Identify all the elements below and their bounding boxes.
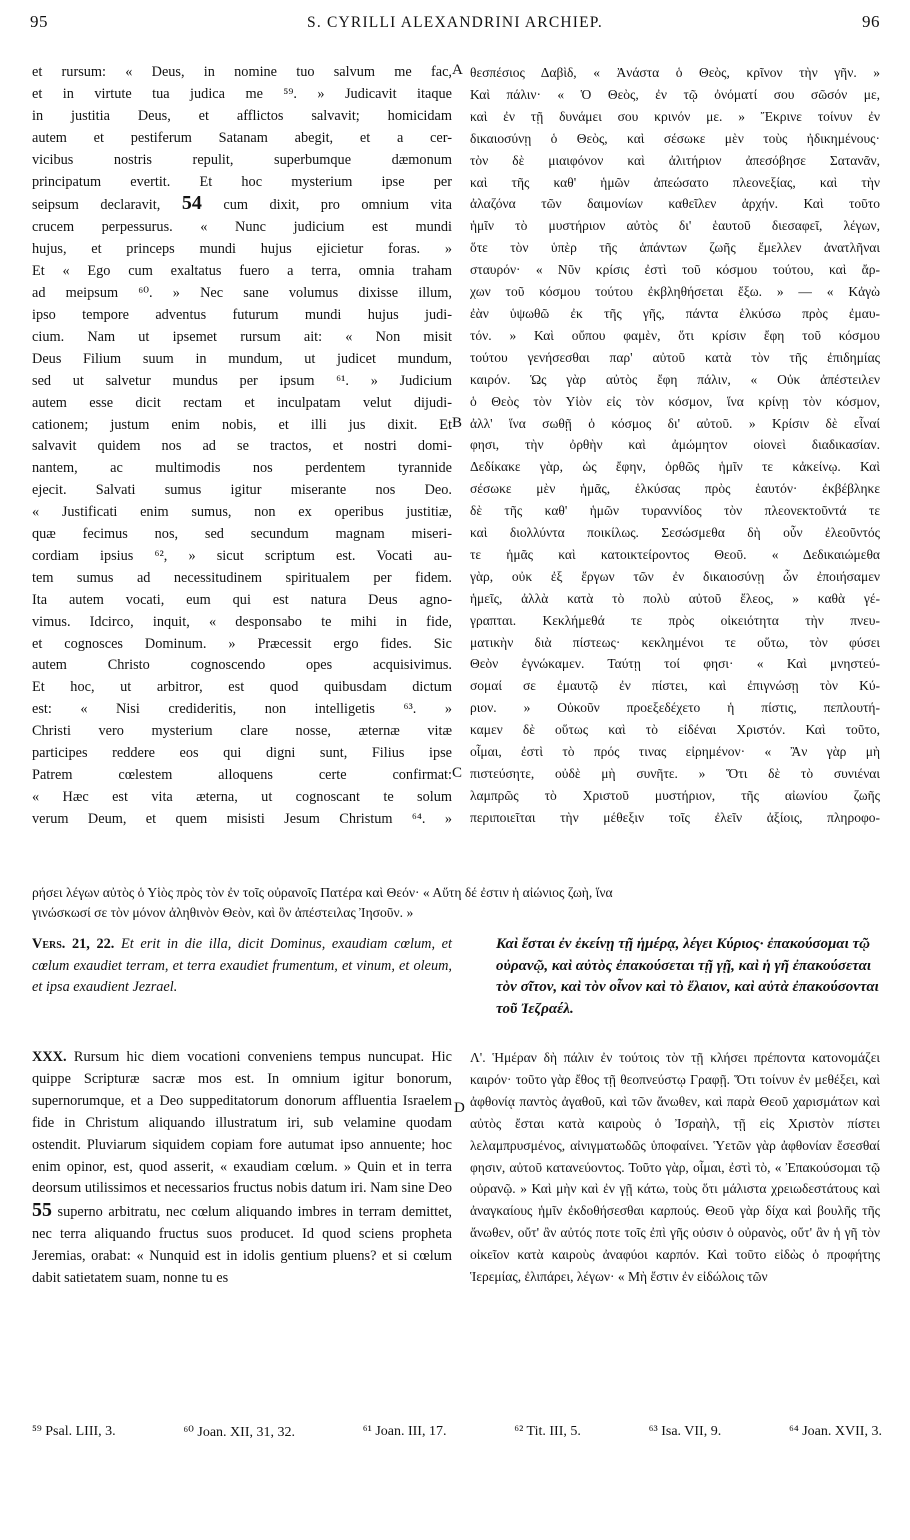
latin-line: Deus Filium suum in mundum, ut judicet mundum, xyxy=(32,350,452,367)
column-marker-54: 54 xyxy=(181,193,202,215)
footnote: ⁵⁹ Psal. LIII, 3. xyxy=(32,1424,116,1439)
greek-line: δικαιοσύνῃ ὁ Θεὸς, καὶ σέσωκε μὲν τοὺς ἠδικημένους· xyxy=(470,130,880,146)
greek-line: τε ἡμᾶς καὶ κατοικτείροντος Θεοῦ. « Δεδικαιώμεθα xyxy=(470,546,880,562)
greek-line: σταυρόν· « Νῦν κρίσις ἐστὶ τοῦ κόσμου τούτου, καὶ ἄρ- xyxy=(470,262,880,278)
margin-letter-d: D xyxy=(454,1100,465,1116)
latin-line: cationem; justum enim nobis, et illi jus dixit. Et xyxy=(32,416,452,433)
footnote: ⁶³ Isa. VII, 9. xyxy=(648,1424,722,1439)
greek-full-width-line-2: γινώσκωσί σε τὸν μόνον ἀληθινὸν Θεὸν, καὶ ὃν ἀπέστειλας Ἰησοῦν. » xyxy=(32,905,414,920)
section-greek-text: Ἡμέραν δὴ πάλιν ἐν τούτοις τὸν τῇ κλήσει πρέποντα κατονομάζει καιρόν· τοῦτο γὰρ ἔθος τῇ θεοπνεύστῳ Γραφῇ. Ὅτι τοίνυν ἐν μεθέξει, καὶ ἀφθονίᾳ παντὸς ἀγαθοῦ, καὶ τῶν ἄνωθεν, καὶ παρὰ Θεοῦ χαρισμάτων καὶ αὐτὸς ἔσται κατὰ καιροὺς ὁ Ἰσραὴλ, τῇ εἰς Χριστὸν πίστει λελαμπρυσμένος, αἰνιγματωδῶς ὑποφαίνει. Ὑετῶν γὰρ ἀφθονίαν ἔσεσθαί φησιν, αὐτοῦ κατανεύοντος. Τοῦτο γὰρ, οἶμαι, ἐστὶ τὸ, « Ἐπακούσομαι τῷ οὐρανῷ. » Καὶ μὴν καὶ ἐν γῇ κάτω, τοὺς ὅτι μάλιστα χρειωδεστάτους καὶ ἀναγκαίους ἡμῖν ἐκδοθήσεσθαι καρπούς. Θεοῦ γὰρ δίχα καὶ βουλῆς τῆς ἄνωθεν, οὔτ' ἂν αὐτός ποτε τοῖς ἐπὶ γῆς οὐσιν ὁ οὐρανὸς, οὔτ' ἂν ἡ γῆ τὸν οἰκεῖον κατὰ καιροὺς ἀναφύοι καρπόν. Καὶ τοῦτο εἰδὼς ὁ προφήτης Ἱερεμίας, ἐλιπάρει, λέγων· « Μὴ ἔστιν ἐν εἰδώλοις τῶν xyxy=(470,1050,880,1285)
greek-line: τὸν δὲ μιαιφόνον καὶ ἀλιτήριον ἀπεσόβησε Σατανᾶν, xyxy=(470,152,880,168)
latin-line: crucem perpessurus. « Nunc judicium est mundi xyxy=(32,219,452,236)
latin-line: participes reddere eos qui digni sunt, Filius ipse xyxy=(32,745,452,762)
greek-line: δὲ τῆς καθ' ἡμῶν τυραννίδος τὸν πλεονεκτοῦντά τε xyxy=(470,503,880,519)
latin-line: Et « Ego cum exaltatus fuero a terra, omnia traham xyxy=(32,263,452,280)
greek-line: γὰρ, οὐκ ἐξ ἔργων τῶν ἐν δικαιοσύνῃ ὧν ἐποιήσαμεν xyxy=(470,568,880,584)
greek-line: ἀλαζόνα τῶν δαιμονίων καθεῖλεν ἀρχήν. Καὶ τοῦτο xyxy=(470,196,880,212)
latin-line: et rursum: « Deus, in nomine tuo salvum me fac, xyxy=(32,64,452,80)
margin-letter-c: C xyxy=(452,765,463,781)
latin-line: « Hæc est vita æterna, ut cognoscant te solum xyxy=(32,788,452,805)
greek-line: ἡμεῖς, ἀλλὰ κατὰ τὸ πολὺ αὐτοῦ ἔλεος, » καθὰ γέ- xyxy=(470,590,880,606)
greek-line: χων τοῦ κόσμου τούτου ἐκβληθήσεται ἔξω. » — « Κἀγὼ xyxy=(470,284,880,300)
section-number-greek: Λ'. xyxy=(470,1050,486,1065)
greek-line: σέσωκε μὲν ἡμᾶς, ἑλκύσας πρὸς ἑαυτόν· ἐκβέβληκε xyxy=(470,481,880,497)
footnote: ⁶² Tit. III, 5. xyxy=(514,1424,581,1439)
greek-line: λαμπρῶς τὸ Χριστοῦ μυστήριον, τῆς αἰωνίου ζωῆς xyxy=(470,787,880,803)
latin-line: in justitia Deus, et afflictos salvavit; homicidam xyxy=(32,107,452,124)
section-latin xyxy=(32,1047,452,1290)
latin-line: verum Deum, et quem misisti Jesum Christum ⁶⁴. » xyxy=(32,810,452,827)
section-greek xyxy=(470,1047,880,1288)
greek-line: γραπται. Κεκλήμεθά τε πρὸς οἰκειότητα τὴν πνευ- xyxy=(470,612,880,628)
latin-line: nantem, ac multimodis nos perdentem tyrannide xyxy=(32,460,452,477)
latin-line: vimus. Idcirco, inquit, « desponsabo te mihi in fide, xyxy=(32,613,452,630)
greek-line: περιποιεῖται τὴν μέθεξιν τοῖς ἐλεῖν ἀξίοις, πληροφο- xyxy=(470,809,880,825)
margin-letter-b: B xyxy=(452,415,463,431)
page-header xyxy=(30,12,880,38)
greek-line: ἀλλ' ἵνα σωθῇ ὁ κόσμος δι' αὐτοῦ. » Κρίσιν δὲ εἶναί xyxy=(470,415,880,431)
latin-line: tem sumus ad necessitudinem spiritualem per fidem. xyxy=(32,569,452,586)
verse-label: Vers. 21, 22. xyxy=(32,936,115,952)
latin-line: quæ fecimus nos, sed secundum magnam miseri- xyxy=(32,526,452,543)
page-number-left: 95 xyxy=(30,12,48,31)
section-latin-text-2: superno arbitratu, nec cœlum aliquando imbres in terram demittet, nec terra aliquando fructus suos producet. Id quod sciens propheta Jeremias, orabat: « Nunquid est in idolis gentium pluens? et si cœlum dabit satietatem suam, nonne tu es xyxy=(32,1204,453,1287)
latin-line: Patrem cœlestem alloquens certe confirmat: xyxy=(32,767,452,783)
greek-line: ἡμῖν τὸ μυστήριον αὐτὸς δι' ἑαυτοῦ διεσαφεῖ, λέγων, xyxy=(470,218,880,234)
section-latin-text: Rursum hic diem vocationi conveniens tempus nuncupat. Hic quippe Scripturæ sacræ mos est. In omnium igitur bonorum, supernorumque, et a Deo suppeditatorum donorum affluentia Israelem fide in Christum aliquando illustratum iri, sub velamine quodam ostendit. Pluviarum siquidem copiam fore autumat ipso annuente; hoc enim opinor, est, quod asserit, « exaudiam cœlum. » Quin et in terra deorsum utilissimos et necessarios fructus nobis datum iri. Nam sine Deo xyxy=(32,1049,452,1197)
latin-line: « Justificati enim sumus, non ex operibus justitiæ, xyxy=(32,504,452,521)
verse-greek: Καὶ ἔσται ἐν ἐκείνῃ τῇ ἡμέρᾳ, λέγει Κύριος· ἐπακούσομαι τῷ οὐρανῷ, καὶ αὐτὸς ἐπακούσεται τῇ γῇ, καὶ ἡ γῆ ἐπακούσεται τὸν σῖτον, καὶ τὸν οἶνον καὶ τὸ ἔλαιον, καὶ αὐτὰ ἐπακούσονται τοῦ Ἰεζραέλ. xyxy=(496,936,879,1017)
greek-line: οἶμαι, ἐστὶ τὸ πρός τινας εἰρημένον· « Ἂν γὰρ μὴ xyxy=(470,744,880,760)
latin-line: ejecit. Salvati sumus igitur miserante nos Deo. xyxy=(32,482,452,499)
greek-line: θεσπέσιος Δαβὶδ, « Ἀνάστα ὁ Θεὸς, κρῖνον τὴν γῆν. » xyxy=(470,65,880,80)
greek-line: ἐὰν ὑψωθῶ ἐκ τῆς γῆς, πάντα ἑλκύσω πρὸς ἐμαυ- xyxy=(470,305,880,321)
latin-line: autem et pestiferum Satanam abegit, et a cer- xyxy=(32,129,452,146)
latin-line: et in virtute tua judica me ⁵⁹. » Judicavit itaque xyxy=(32,85,452,102)
latin-column-top xyxy=(32,62,452,831)
verse-latin xyxy=(32,934,452,999)
footnote: ⁶⁴ Joan. XVII, 3. xyxy=(788,1424,882,1439)
greek-line: καὶ ἐν τῇ δυνάμει σου κρινόν με. » Ἔκρινε τοίνυν ἐν xyxy=(470,108,880,124)
greek-column-top xyxy=(470,62,880,829)
latin-line: autem esse dicit rectam et inculpatam velut dijudi- xyxy=(32,394,452,411)
latin-line: et cognosces Dominum. » Præcessit ergo fides. Sic xyxy=(32,635,452,652)
greek-line: ὁ Θεὸς τὸν Υἱὸν εἰς τὸν κόσμον, ἵνα κρίνῃ τὸν κόσμον, xyxy=(470,393,880,409)
greek-line: σομαί σε ἐμαυτῷ ἐν πίστει, καὶ ἐπιγνώσῃ τὸν Κύ- xyxy=(470,678,880,694)
footnotes xyxy=(32,1424,882,1441)
latin-line: vicibus nostris repulit, superbumque dæmonum xyxy=(32,151,452,168)
greek-line: Δεδίκακε γὰρ, ὡς ἔφην, ὀρθῶς ἡμῖν τε κἀκείνῳ. Καὶ xyxy=(470,459,880,475)
latin-line: salvavit quidem nos ad se tractos, et nostri domi- xyxy=(32,438,452,455)
greek-line: ματικὴν διὰ πίστεως· κεκλημένοι τε οὕτω, τὸν φύσει xyxy=(470,634,880,650)
greek-line: καιρόν. Ὡς γὰρ αὐτὸς ἔφη πάλιν, « Οὐκ ἀπέστειλεν xyxy=(470,371,880,387)
latin-line: ad meipsum ⁶⁰. » Nec sane volumus dixisse illum, xyxy=(32,285,452,302)
latin-line: ipso tempore adventus futurum mundi hujus judi- xyxy=(32,306,452,323)
latin-line: Christi vero mysterium clare nosse, æternæ vitæ xyxy=(32,723,452,740)
column-marker-55: 55 xyxy=(32,1199,52,1222)
greek-line: τούτου γενήσεσθαι παρ' αὐτοῦ κατὰ τὸν τῆς ἐπιδημίας xyxy=(470,349,880,365)
greek-line: Καὶ πάλιν· « Ὁ Θεὸς, ἐν τῷ ὀνόματί σου σῶσόν με, xyxy=(470,86,880,102)
latin-line: sed ut salvetur mundus per ipsum ⁶¹. » Judicium xyxy=(32,372,452,389)
latin-line: Et hoc, ut arbitror, est quod quibusdam dictum xyxy=(32,679,452,696)
latin-line: autem Christo cognoscendo opes acquisivimus. xyxy=(32,657,452,674)
greek-line: Θεὸν ἐγνώκαμεν. Ταύτῃ τοί φησι· « Καὶ μνηστεύ- xyxy=(470,656,880,672)
footnote: ⁶⁰ Joan. XII, 31, 32. xyxy=(183,1425,295,1440)
running-title: S. CYRILLI ALEXANDRINI ARCHIEP. xyxy=(307,14,603,31)
footnote: ⁶¹ Joan. III, 17. xyxy=(362,1424,447,1439)
latin-line: cium. Nam ut ipsemet rursum ait: « Non misit xyxy=(32,328,452,345)
latin-line: est: « Nisi credideritis, non intelligetis ⁶³. » xyxy=(32,701,452,718)
greek-line: ὅτε τὸν ὑπὲρ τῆς ἁπάντων ζωῆς ἔμελλεν ἀνατλῆναι xyxy=(470,240,880,256)
greek-line: τόν. » Καὶ οὔπου φαμὲν, ὅτι κρίσιν ἔφη τοῦ κόσμου xyxy=(470,327,880,343)
greek-full-width-line-1: ρήσει λέγων αὐτὸς ὁ Υἱὸς πρὸς τὸν ἐν τοῖς οὐρανοῖς Πατέρα καὶ Θεόν· « Αὕτη δέ ἐστιν ἡ αἰώνιος ζωὴ, ἵνα xyxy=(32,885,613,900)
latin-line: Ita autem vocati, eum qui est natura Deus agno- xyxy=(32,591,452,608)
greek-line: καὶ διολλύντα ποικίλως. Σεσώσμεθα δὴ οὖν ἐλεοῦντός xyxy=(470,525,880,541)
latin-line: principatum evertit. Et hoc mysterium ipse per xyxy=(32,173,452,190)
page-number-right: 96 xyxy=(861,12,880,31)
section-number-latin: XXX. xyxy=(32,1049,67,1065)
latin-line: hujus, et princeps mundi hujus ejicietur foras. » xyxy=(32,241,452,258)
greek-line: ριον. » Οὐκοῦν προεξεδέχετο ἡ πίστις, πεπλουτή- xyxy=(470,700,880,716)
greek-line: καμεν δὲ οὕτως καὶ τὸ εἰδέναι Χριστόν. Καὶ τοῦτο, xyxy=(470,722,880,738)
greek-line: πιστεύσητε, οὐδὲ μὴ συνῆτε. » Ὅτι δὲ τὸ συνιέναι xyxy=(470,766,880,781)
latin-line: cordiam ipsius ⁶², » sicut scriptum est. Vocati au- xyxy=(32,547,452,564)
verse-latin-text: Et erit in die illa, dicit Dominus, exaudiam cœlum, et cœlum exaudiet terram, et terra exaudiet frumentum, et vinum, et oleum, et ipsa exaudient Jezrael. xyxy=(32,936,452,995)
margin-letter-a: A xyxy=(452,62,463,78)
greek-line: καὶ τῆς καθ' ἡμῶν ἀπεώσατο πλεονεξίας, καὶ τὴν xyxy=(470,174,880,190)
latin-line: seipsum declaravit, 54 cum dixit, pro omnium vita xyxy=(32,193,452,215)
greek-line: φησι, τὴν ὀρθὴν καὶ ἀμώμητον οἱονεὶ διαδικασίαν. xyxy=(470,437,880,453)
